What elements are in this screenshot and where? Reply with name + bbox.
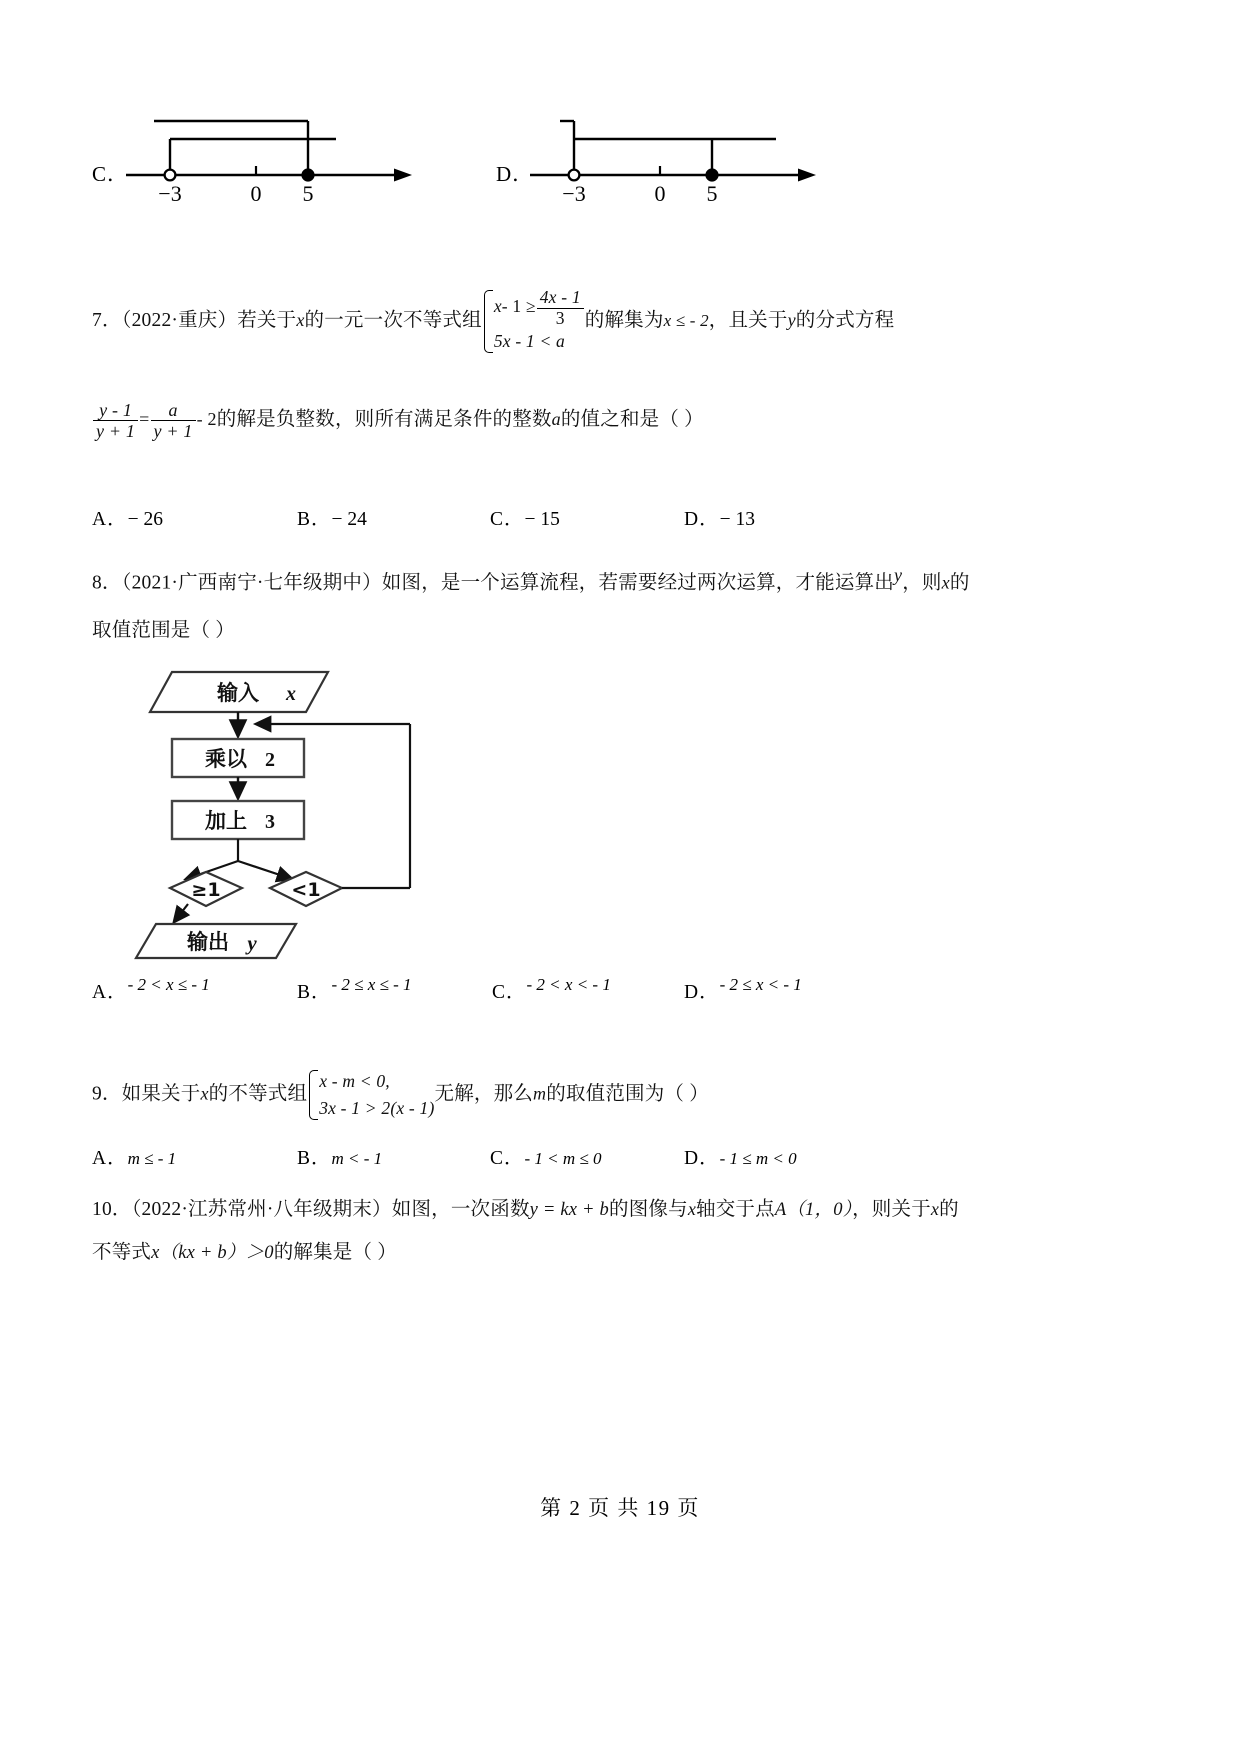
q7-var-a: a: [551, 409, 561, 430]
q7-eq-lhs-fraction: [93, 400, 138, 441]
q8-choice-c[interactable]: [492, 976, 611, 1004]
question-7-stem-line2: [92, 400, 1152, 441]
q8-source: （2021·广西南宁·七年级期中）: [121, 572, 382, 594]
q10-number: 10．: [92, 1199, 132, 1220]
q7-eq-tail: - 2: [196, 409, 217, 430]
question-7-choices: [92, 503, 1152, 545]
svg-text:x: x: [286, 683, 296, 705]
svg-text:5: 5: [302, 181, 314, 206]
q7-sys-fraction: [537, 288, 584, 328]
q7-text-c: 的解集为: [584, 310, 664, 332]
q9-choice-b[interactable]: [297, 1142, 382, 1170]
q9-choice-c[interactable]: [490, 1142, 602, 1170]
q7-sys-frac-num: 4x - 1: [539, 287, 581, 307]
flowchart-graphic: [110, 660, 490, 960]
option-d-label: D．: [496, 162, 535, 186]
q8-text-b: ，则: [902, 572, 942, 594]
q10-point: A（1，0）: [774, 1200, 853, 1220]
q7-eq-rhs-fraction: [151, 400, 196, 441]
q7-eq-rhs-num: a: [168, 400, 178, 420]
q7-text-e: 的分式方程: [795, 310, 895, 332]
q7-text-b: 的一元一次不等式组: [304, 310, 482, 332]
q9-choice-a-value: m ≤ - 1: [127, 1149, 177, 1168]
q8-choice-a-letter: A．: [92, 982, 128, 1003]
question-8-stem-line2: [92, 614, 1152, 648]
q10-line2-b: 的解集是（ ）: [273, 1242, 397, 1263]
flowchart-step1-label: 乘以: [205, 747, 247, 771]
q7-text-g: 的值之和是（ ）: [560, 409, 704, 431]
option-d-number-line[interactable]: [496, 108, 826, 216]
svg-text:0: 0: [250, 181, 262, 206]
q7-choice-b-letter: B．: [297, 509, 332, 530]
q10-text-d: ，则关于: [852, 1199, 931, 1220]
q8-text-c: 的: [949, 572, 970, 594]
q9-text-a: 如果关于: [121, 1083, 201, 1105]
q10-text-b: 的图像与: [609, 1199, 688, 1220]
q9-text-c: 无解，那么: [434, 1083, 534, 1105]
q8-choice-d-letter: D．: [684, 982, 720, 1003]
q8-choice-a[interactable]: [92, 976, 210, 1004]
q9-text-b: 的不等式组: [208, 1083, 308, 1105]
flowchart-output-label: 输出: [187, 930, 229, 954]
q7-choice-c[interactable]: [490, 503, 560, 531]
svg-text:−3: −3: [562, 181, 586, 206]
q7-text-d: ，且关于: [708, 310, 788, 332]
q9-choice-d-value: - 1 ≤ m < 0: [719, 1149, 797, 1168]
q8-number: 8．: [92, 572, 122, 594]
option-c-label: C．: [92, 162, 130, 186]
q7-number: 7．: [92, 310, 122, 332]
q7-var-y: y: [787, 310, 796, 331]
q7-var-x: x: [296, 310, 305, 331]
q7-choice-a-letter: A．: [92, 509, 128, 530]
q8-text-a: 如图，是一个运算流程，若需要经过两次运算，才能运算出: [381, 572, 894, 594]
q10-line2-a: 不等式: [92, 1242, 152, 1263]
option-c-number-line[interactable]: [92, 108, 422, 216]
q7-sys-frac-den: 3: [537, 308, 584, 329]
q8-choice-b[interactable]: [297, 976, 412, 1004]
q9-choice-d-letter: D．: [684, 1148, 720, 1169]
flowchart-branch-right-label: <1: [291, 879, 321, 901]
svg-text:y: y: [247, 931, 257, 955]
flowchart-input-label: 输入: [217, 681, 259, 705]
svg-text:5: 5: [706, 181, 718, 206]
q7-source: （2022·重庆）: [121, 310, 238, 332]
q9-var-m: m: [533, 1083, 547, 1104]
q8-choice-d-value: - 2 ≤ x < - 1: [719, 975, 802, 994]
q7-sys-row2: 5x - 1 < a: [493, 331, 565, 352]
q7-text-a: 若关于: [237, 310, 297, 332]
q8-choice-d[interactable]: [684, 976, 802, 1004]
number-line-graphic-d: [530, 108, 820, 216]
q9-choice-d[interactable]: [684, 1142, 797, 1170]
q8-choice-c-value: - 2 < x < - 1: [526, 975, 611, 994]
question-9-stem: [92, 1068, 1152, 1122]
q9-var-x: x: [200, 1083, 209, 1104]
question-8-flowchart: [92, 660, 1152, 960]
q9-choice-c-letter: C．: [490, 1148, 525, 1169]
svg-text:3: 3: [265, 811, 275, 833]
page-footer: [0, 1492, 1240, 1522]
q7-text-f: 的解是负整数，则所有满足条件的整数: [216, 409, 552, 431]
q8-choice-a-value: - 2 < x ≤ - 1: [127, 975, 210, 994]
flowchart-branch-left-label: ≥1: [191, 879, 221, 901]
svg-text:2: 2: [265, 749, 275, 771]
q8-var-y: y: [894, 565, 903, 585]
q7-choice-d-letter: D．: [684, 509, 720, 530]
q7-eq-equals: =: [139, 409, 150, 430]
question-9-choices: [92, 1142, 1152, 1184]
q7-choice-c-value: − 15: [524, 509, 560, 530]
number-line-graphic-c: [126, 108, 416, 216]
question-7-stem-line1: [92, 288, 1152, 355]
q9-text-d: 的取值范围为（ ）: [546, 1083, 709, 1105]
q10-text-a: 如图，一次函数: [391, 1199, 530, 1220]
q8-choice-b-value: - 2 ≤ x ≤ - 1: [331, 975, 412, 994]
svg-text:−3: −3: [158, 181, 182, 206]
q7-choice-b[interactable]: [297, 503, 367, 531]
q7-eq-rhs-den: y + 1: [151, 420, 196, 441]
q7-inequality-system: [482, 288, 585, 355]
q7-eq-lhs-num: y - 1: [99, 400, 133, 420]
q7-choice-c-letter: C．: [490, 509, 525, 530]
q7-solution-set: x ≤ - 2: [663, 311, 709, 331]
q10-inequality: x（kx + b）＞0: [151, 1243, 274, 1263]
question-8-stem-line1: [92, 558, 1152, 601]
q9-choice-a[interactable]: [92, 1142, 176, 1170]
q9-inequality-system: [307, 1068, 434, 1122]
q7-choice-d[interactable]: [684, 503, 755, 531]
q9-number: 9．: [92, 1083, 122, 1105]
q10-var-x1: x: [687, 1199, 697, 1219]
q8-choice-c-letter: C．: [492, 982, 527, 1003]
number-line-options-row: [92, 108, 1152, 216]
q10-text-c: 轴交于点: [696, 1199, 775, 1220]
q9-sys-row1: x - m < 0,: [319, 1071, 390, 1091]
svg-text:0: 0: [654, 181, 666, 206]
q8-var-x: x: [941, 572, 950, 593]
q9-choice-a-letter: A．: [92, 1148, 128, 1169]
q10-function: y = kx + b: [529, 1200, 610, 1220]
q8-choice-b-letter: B．: [297, 982, 332, 1003]
q9-choice-b-value: m < - 1: [331, 1149, 383, 1168]
q7-choice-b-value: − 24: [331, 509, 367, 530]
q9-choice-c-value: - 1 < m ≤ 0: [524, 1149, 602, 1168]
q9-sys-row2: 3x - 1 > 2(x - 1): [319, 1098, 435, 1119]
q10-var-x2: x: [930, 1199, 940, 1219]
q7-choice-a-value: − 26: [127, 509, 163, 530]
q7-eq-lhs-den: y + 1: [93, 420, 138, 441]
q9-choice-b-letter: B．: [297, 1148, 332, 1169]
q7-choice-a[interactable]: [92, 503, 163, 531]
q7-choice-d-value: − 13: [719, 509, 755, 530]
q8-line2: 取值范围是（ ）: [92, 620, 235, 641]
q10-source: （2022·江苏常州·八年级期末）: [131, 1199, 392, 1220]
question-10-stem-line2: [92, 1236, 1152, 1270]
flowchart-step2-label: 加上: [205, 809, 247, 833]
question-8-choices: [92, 968, 1152, 1010]
page-footer-text: 第 2 页 共 19 页: [540, 1496, 700, 1520]
q7-sys-row1-left: x: [493, 296, 502, 317]
q7-sys-row1-op: - 1 ≥: [501, 296, 536, 317]
question-10-stem-line1: [92, 1192, 1152, 1227]
q10-text-e: 的: [939, 1199, 959, 1220]
